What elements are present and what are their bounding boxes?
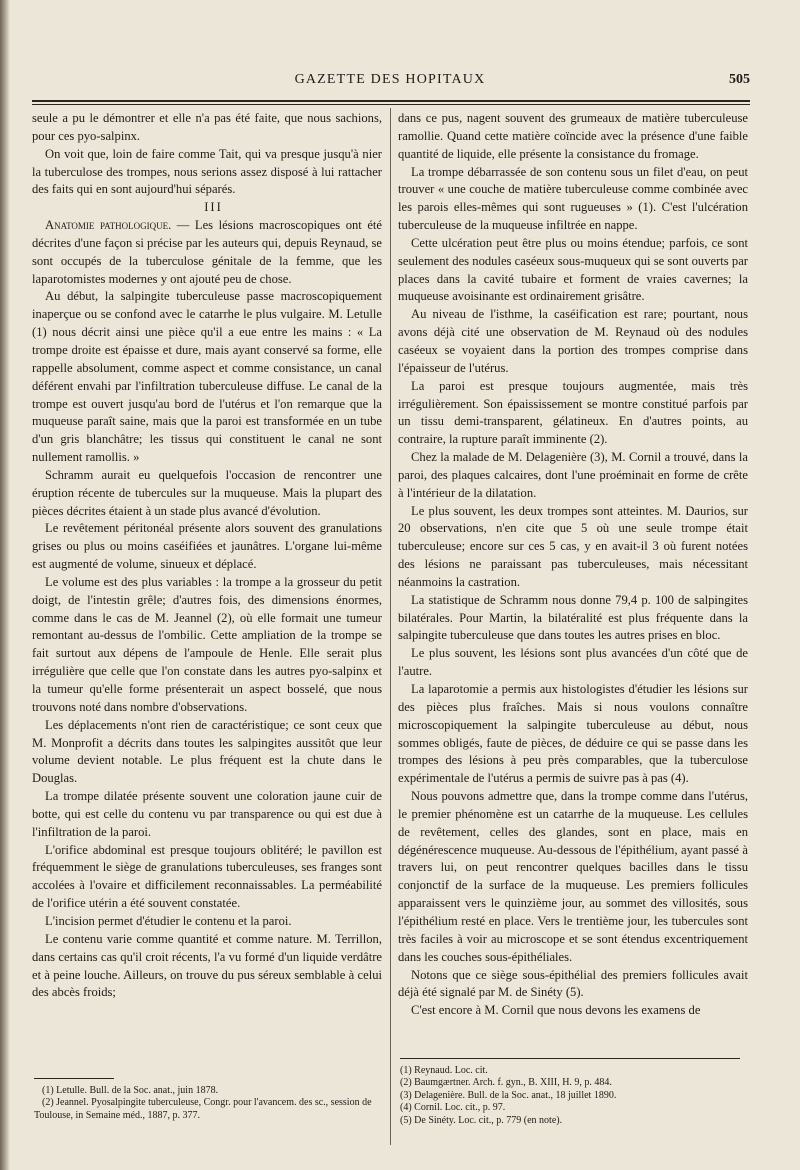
paragraph: La trompe dilatée présente souvent une coloration jaune cuir de botte, qui est celle du contenu vu par transparence ou qui est due à l'infiltration de la paroi.	[32, 789, 382, 839]
paragraph: L'incision permet d'étudier le contenu et la paroi.	[45, 913, 292, 928]
header-rule-thick	[32, 100, 750, 102]
footnote-rule	[400, 1058, 740, 1059]
footnote: (4) Cornil. Loc. cit., p. 97.	[400, 1102, 506, 1114]
paragraph: Les déplacements n'ont rien de caractéristique; ce sont ceux que M. Monprofit a décrits dans toutes les salpingites aussitôt que leur volume devient notable. Le plus fréquent est la chute dans le Douglas.	[32, 717, 382, 786]
paragraph: Le plus souvent, les lésions sont plus avancées d'un côté que de l'autre.	[398, 646, 748, 679]
left-column	[32, 110, 382, 1002]
footnote: (2) Jeannel. Pyosalpingite tuberculeuse, Congr. pour l'avancem. des sc., session de Toulouse, in Semaine méd., 1887, p. 377.	[34, 1097, 372, 1121]
paragraph: La trompe débarrassée de son contenu sous un filet d'eau, on peut trouver « une couche de matière tuberculeuse comme combinée avec les parois elles-mêmes qui sont rugueuses » (1). C'est l'ulcération tuberculeuse de la muqueuse infiltrée en nappe.	[398, 164, 748, 233]
paragraph: Le revêtement péritonéal présente alors souvent des granulations grises ou plus ou moins caséifiées et jaunâtres. L'organe lui-même est augmenté de volume, sinueux et déplacé.	[32, 521, 382, 572]
footnotes-right	[400, 1058, 748, 1127]
paragraph: La laparotomie a permis aux histologistes d'étudier les lésions sur des pièces plus fraîches. Mais si nous voulons connaître microscopiquement la salpingite tuberculeuse au début, nous sommes obligés, faute de pièces, de déduire ce qui se passe dans les trompes des lésions à peu près comparables, que la tuberculose expérimentale de l'utérus a permis de suivre pas à pas (4).	[398, 682, 748, 786]
paragraph: La statistique de Schramm nous donne 79,4 p. 100 de salpingites bilatérales. Pour Martin, la bilatéralité est plus fréquente dans la salpingite tuberculeuse que dans toutes les autres prises en bloc.	[398, 592, 748, 643]
section-heading: Anatomie pathologique.	[45, 218, 172, 233]
paragraph: Notons que ce siège sous-épithélial des premiers follicules avait déjà été signalé par M. de Sinéty (5).	[398, 967, 748, 1000]
footnote: (2) Baumgærtner. Arch. f. gyn., B. XIII, H. 9, p. 484.	[400, 1077, 612, 1089]
footnote: (5) De Sinéty. Loc. cit., p. 779 (en note).	[400, 1114, 563, 1126]
footnote: (1) Reynaud. Loc. cit.	[400, 1065, 488, 1076]
footnote-rule	[34, 1078, 114, 1079]
paragraph: Chez la malade de M. Delagenière (3), M. Cornil a trouvé, dans la paroi, des plaques calcaires, dont l'une proéminait en forme de crête à l'intérieur de la dilatation.	[398, 450, 748, 500]
paragraph: L'orifice abdominal est presque toujours oblitéré; le pavillon est fréquemment le siège de granulations tuberculeuses, ses franges sont accolées à l'ovaire et difficilement reconnaissables. La perméabilité de l'orifice utérin a été souvent constatée.	[32, 842, 382, 911]
footnote: (1) Letulle. Bull. de la Soc. anat., juin 1878.	[42, 1085, 219, 1096]
column-divider	[390, 108, 391, 1145]
page-number: 505	[729, 72, 750, 87]
paragraph: La paroi est presque toujours augmentée, mais très irrégulièrement. Son épaississement se montre constitué parfois par un tissu demi-transparent, gélatineux. En d'autres points, au contraire, la rupture paraît imminente (2).	[398, 378, 748, 447]
paragraph: dans ce pus, nagent souvent des grumeaux de matière tuberculeuse ramollie. Quand cette matière coïncide avec la présence d'une faible quantité de liquide, elle présente la consistance du fromage.	[398, 111, 748, 161]
section-number: III	[204, 200, 223, 215]
header-rule-thin	[32, 104, 750, 105]
paragraph: Le contenu varie comme quantité et comme nature. M. Terrillon, dans certains cas qu'il croit récents, l'a vu formé d'un liquide verdâtre et à peine louche. Ailleurs, on trouve du pus séreux semblable à celui des abcès froids;	[32, 931, 382, 1000]
page-binding-shadow	[0, 0, 10, 1170]
footnotes-left	[34, 1078, 382, 1122]
paragraph: Au niveau de l'isthme, la caséification est rare; pourtant, nous avons déjà cité une observation de M. Reynaud où des nodules caséeux se voyaient dans la portion des trompes comprise dans l'épaisseur de l'utérus.	[398, 307, 748, 375]
paragraph: seule a pu le démontrer et elle n'a pas été faite, que nous sachions, pour ces pyo-salpinx.	[32, 111, 382, 143]
paragraph: C'est encore à M. Cornil que nous devons les examens de	[411, 1003, 701, 1018]
running-title: GAZETTE DES HOPITAUX	[294, 72, 486, 87]
paragraph: Le plus souvent, les deux trompes sont atteintes. M. Daurios, sur 20 observations, n'en cite que 5 où une seule trompe était tuberculeuse; encore sur ces 5 cas, y en avait-il 3 où furent notées des lésions ne paraissant pas tuberculeuses, mais nécessitant néanmoins la castration.	[398, 503, 748, 589]
right-column	[398, 110, 748, 1020]
paragraph: Cette ulcération peut être plus ou moins étendue; parfois, ce sont seulement des nodules caséeux sous-muqueux qui se sont ouverts par places dans la cavité tubaire et forment de vraies cavernes; la muqueuse avoisinante est ordinairement grisâtre.	[398, 235, 748, 304]
paragraph: Au début, la salpingite tuberculeuse passe macroscopiquement inaperçue ou se confond avec le catarrhe le plus vulgaire. M. Letulle (1) nous décrit ainsi une pièce qu'il a eue entre les mains : « La trompe droite est épaisse et dure, mais ayant conservé sa forme, elle rappelle absolument, comme aspect et comme consistance, un canal déférent envahi par l'infiltration tuberculeuse diffuse. Le canal de la trompe est ouvert jusqu'au bord de l'utérus et l'on remarque que la muqueuse paraît saine, mais que la paroi est transformée en un tube d'un gris blanchâtre; les tissus qui constituent le canal ne sont nullement ramollis. »	[32, 289, 382, 465]
footnote: (3) Delagenière. Bull. de la Soc. anat., 18 juillet 1890.	[400, 1089, 617, 1101]
paragraph	[32, 217, 382, 288]
page-header	[30, 72, 750, 92]
paragraph: On voit que, loin de faire comme Tait, qui va presque jusqu'à nier la tuberculose des trompes, nous serions assez disposé à lui rattacher des faits qui en sont aujourd'hui séparés.	[32, 146, 382, 197]
paragraph-text: — Les lésions macroscopiques ont été décrites d'une façon si précise par les auteurs qui, depuis Reynaud, se sont occupés de la tuberculose génitale de la femme, que les laparotomistes modernes y ont ajouté peu de chose.	[32, 218, 382, 286]
paragraph: Le volume est des plus variables : la trompe a la grosseur du petit doigt, de l'intestin grêle; d'autres fois, des dimensions énormes, comme dans le cas de M. Jeannel (2), où elle formait une tumeur remontant au-dessus de l'ombilic. Cette ampliation de la trompe se fait surtout aux dépens de l'ampoule de Henle. Elle serait plus irrégulière que celle que l'on constate dans les autres pyo-salpinx et la tumeur qu'elle forme présenterait un aspect bosselé, que nous trouvons noté dans nombre d'observations.	[32, 574, 382, 714]
paragraph: Schramm aurait eu quelquefois l'occasion de rencontrer une éruption récente de tubercules sur la muqueuse. Mais la plupart des pièces décrites étaient à un stade plus avancé d'évolution.	[32, 467, 382, 518]
paragraph: Nous pouvons admettre que, dans la trompe comme dans l'utérus, le premier phénomène est un catarrhe de la muqueuse. Les cellules de revêtement, celles des glandes, sont en place, mais en dégénérescence muqueuse. Au-dessous de l'épithélium, ayant passé à travers lui, on peut rencontrer quelques bacilles dans le tissu conjonctif de la surface de la muqueuse. Les premiers follicules apparaissent vers le quinzième jour, au sommet des villosités, sous l'épithélium resté en place. Vers le trentième jour, les tubercules sont très faciles à voir au microscope et se sont étendus excentriquement dans les couches sous-épithéliales.	[398, 789, 748, 964]
